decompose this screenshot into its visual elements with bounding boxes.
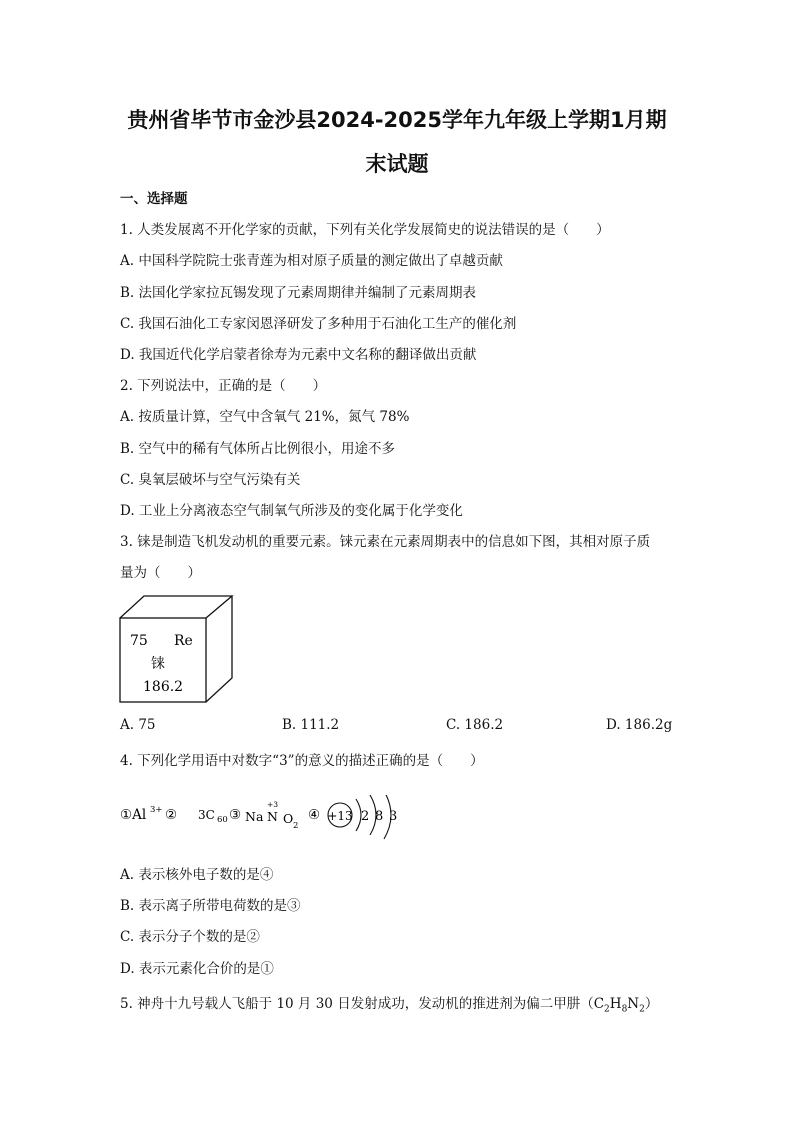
q5-formula-c: C xyxy=(593,996,605,1012)
formula-item-2: 3C xyxy=(198,808,215,822)
atom-nucleus-charge: +13 xyxy=(327,809,353,823)
q5-close-paren: ） xyxy=(644,996,659,1012)
document-title-line1: 贵州省毕节市金沙县2024-2025学年九年级上学期1月期 xyxy=(127,108,667,132)
q4-option-c: C. 表示分子个数的是② xyxy=(120,929,260,945)
q3-stem-line1: 3. 铼是制造飞机发动机的重要元素。铼元素在元素周期表中的信息如下图，其相对原子质 xyxy=(120,534,651,550)
formula-item-3-na: Na xyxy=(245,809,264,824)
q5-formula xyxy=(593,996,645,1015)
q5-formula-h: H xyxy=(609,996,622,1012)
q1-stem: 1. 人类发展离不开化学家的贡献，下列有关化学发展简史的说法错误的是（ ） xyxy=(120,222,610,238)
q4-option-b: B. 表示离子所带电荷数的是③ xyxy=(120,898,301,914)
formula-item-2-marker: ② xyxy=(165,807,178,823)
q3-option-c: C. 186.2 xyxy=(446,717,504,733)
formula-item-2-sub: 60 xyxy=(217,815,228,825)
shell-2-electrons: 8 xyxy=(375,809,384,824)
q3-option-a: A. 75 xyxy=(120,717,156,733)
formula-item-3-valence: +3 xyxy=(267,800,279,809)
q5-formula-n-sub: 2 xyxy=(639,1004,645,1015)
shell-1-electrons: 2 xyxy=(361,809,370,824)
q3-option-d: D. 186.2g xyxy=(606,717,673,733)
formula-item-3-o-sub: 2 xyxy=(293,821,299,831)
cube-atomic-mass: 186.2 xyxy=(143,679,184,695)
q2-option-a: A. 按质量计算，空气中含氧气 21%，氮气 78% xyxy=(120,409,410,425)
q3-option-b: B. 111.2 xyxy=(282,717,340,733)
formula-item-4-marker: ④ xyxy=(308,807,321,823)
cube-symbol: Re xyxy=(174,633,193,649)
formula-item-1: ①Al xyxy=(120,807,147,823)
q1-option-b: B. 法国化学家拉瓦锡发现了元素周期律并编制了元素周期表 xyxy=(120,285,477,301)
q1-option-c: C. 我国石油化工专家闵恩泽研发了多种用于石油化工生产的催化剂 xyxy=(120,316,517,332)
q4-option-d: D. 表示元素化合价的是① xyxy=(120,961,274,977)
section-heading: 一、选择题 xyxy=(120,191,188,207)
q5-formula-c-sub: 2 xyxy=(604,1004,610,1015)
q4-stem: 4. 下列化学用语中对数字“3”的意义的描述正确的是（ ） xyxy=(120,753,484,769)
q2-option-b: B. 空气中的稀有气体所占比例很小，用途不多 xyxy=(120,441,396,457)
q5-formula-n: N xyxy=(627,996,640,1012)
formula-item-3-o: O xyxy=(283,811,294,826)
element-cube-figure xyxy=(118,594,240,706)
formula-item-3-n: N xyxy=(267,809,278,824)
document-title-line2: 末试题 xyxy=(365,152,429,176)
formula-item-1-charge: 3+ xyxy=(150,805,163,815)
q4-option-a: A. 表示核外电子数的是④ xyxy=(120,867,274,883)
q2-stem: 2. 下列说法中，正确的是（ ） xyxy=(120,378,327,394)
q2-option-d: D. 工业上分离液态空气制氧气所涉及的变化属于化学变化 xyxy=(120,503,463,519)
formula-item-3-marker: ③ xyxy=(229,807,242,823)
q5-stem xyxy=(120,992,658,1015)
q2-option-c: C. 臭氧层破坏与空气污染有关 xyxy=(120,472,301,488)
cube-element-name: 铼 xyxy=(151,656,165,672)
q5-stem-text: 5. 神舟十九号载人飞船于 10 月 30 日发射成功，发动机的推进剂为偏二甲肼（ xyxy=(120,996,594,1012)
cube-atomic-number: 75 xyxy=(130,633,148,649)
q4-formula-figure xyxy=(120,795,420,855)
q5-formula-h-sub: 8 xyxy=(621,1004,628,1015)
q1-option-d: D. 我国近代化学启蒙者徐寿为元素中文名称的翻译做出贡献 xyxy=(120,347,477,363)
q1-option-a: A. 中国科学院院士张青莲为相对原子质量的测定做出了卓越贡献 xyxy=(120,253,503,269)
q3-stem-line2: 量为（ ） xyxy=(120,565,201,581)
shell-3-electrons: 3 xyxy=(389,809,398,824)
